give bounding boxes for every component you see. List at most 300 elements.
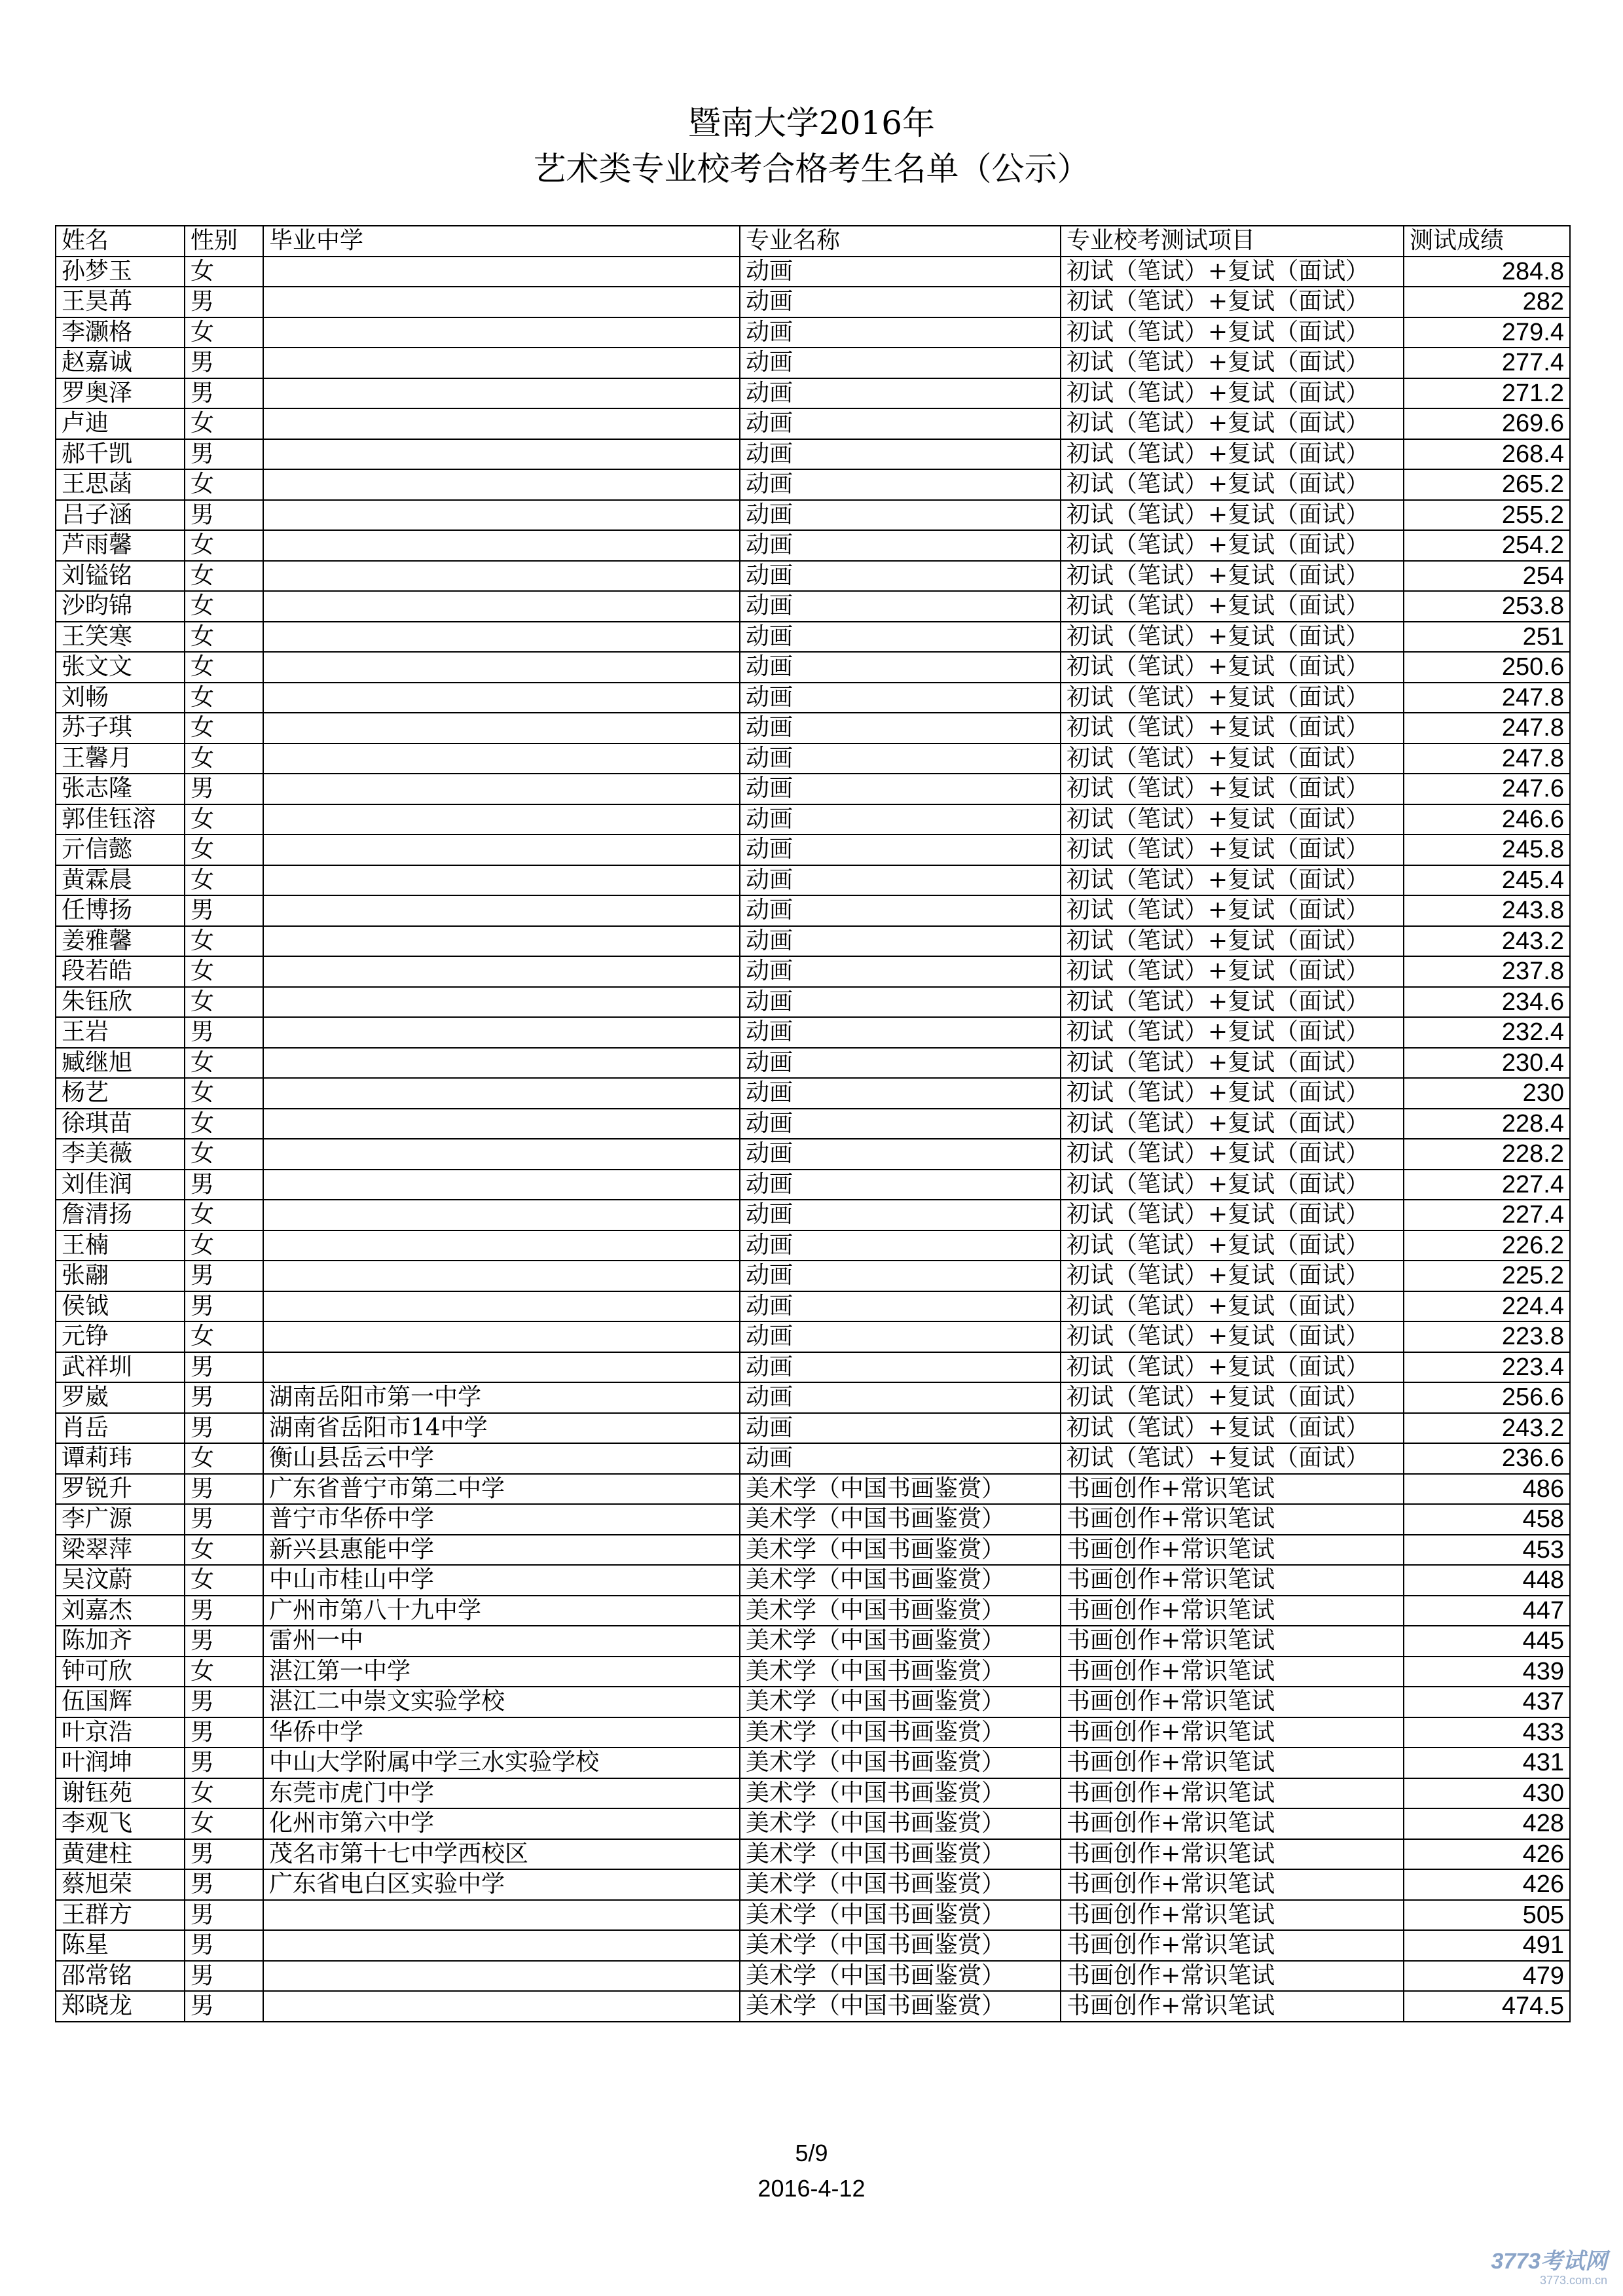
cell-name: 沙昀锦 xyxy=(56,591,185,622)
cell-score: 227.4 xyxy=(1404,1200,1570,1230)
cell-school: 新兴县惠能中学 xyxy=(263,1535,740,1566)
cell-name: 郭佳钰溶 xyxy=(56,804,185,835)
cell-score: 277.4 xyxy=(1404,348,1570,378)
cell-major: 美术学（中国书画鉴赏） xyxy=(740,1778,1061,1809)
cell-score: 279.4 xyxy=(1404,317,1570,348)
cell-test-items: 初试（笔试）+复试（面试） xyxy=(1061,683,1404,713)
header-gender: 性别 xyxy=(185,226,263,257)
table-header-row xyxy=(56,226,1570,257)
cell-gender: 女 xyxy=(185,1565,263,1596)
cell-score: 254.2 xyxy=(1404,530,1570,561)
table-row xyxy=(56,1291,1570,1322)
cell-name: 苏子琪 xyxy=(56,713,185,744)
publish-date: 2016-4-12 xyxy=(757,2175,866,2202)
table-row xyxy=(56,652,1570,683)
header-school: 毕业中学 xyxy=(263,226,740,257)
cell-name: 王群方 xyxy=(56,1900,185,1931)
cell-score: 255.2 xyxy=(1404,500,1570,531)
table-row xyxy=(56,1961,1570,1992)
cell-school xyxy=(263,926,740,957)
cell-score: 245.4 xyxy=(1404,865,1570,896)
cell-gender: 女 xyxy=(185,652,263,683)
cell-score: 431 xyxy=(1404,1748,1570,1778)
cell-test-items: 书画创作+常识笔试 xyxy=(1061,1748,1404,1778)
cell-score: 284.8 xyxy=(1404,257,1570,287)
cell-gender: 女 xyxy=(185,469,263,500)
cell-school xyxy=(263,530,740,561)
cell-name: 朱钰欣 xyxy=(56,987,185,1018)
cell-score: 224.4 xyxy=(1404,1291,1570,1322)
cell-school xyxy=(263,1200,740,1230)
cell-name: 王思菡 xyxy=(56,469,185,500)
cell-school xyxy=(263,774,740,804)
table-row xyxy=(56,987,1570,1018)
cell-score: 428 xyxy=(1404,1808,1570,1839)
cell-score: 453 xyxy=(1404,1535,1570,1566)
table-row xyxy=(56,408,1570,439)
cell-test-items: 初试（笔试）+复试（面试） xyxy=(1061,1139,1404,1170)
cell-major: 动画 xyxy=(740,804,1061,835)
cell-test-items: 初试（笔试）+复试（面试） xyxy=(1061,865,1404,896)
cell-test-items: 初试（笔试）+复试（面试） xyxy=(1061,591,1404,622)
cell-name: 元铮 xyxy=(56,1321,185,1352)
cell-test-items: 初试（笔试）+复试（面试） xyxy=(1061,1230,1404,1261)
cell-test-items: 初试（笔试）+复试（面试） xyxy=(1061,408,1404,439)
cell-gender: 男 xyxy=(185,378,263,409)
cell-test-items: 书画创作+常识笔试 xyxy=(1061,1839,1404,1870)
cell-score: 479 xyxy=(1404,1961,1570,1992)
document-subtitle: 艺术类专业校考合格考生名单（公示） xyxy=(533,150,1090,188)
cell-major: 美术学（中国书画鉴赏） xyxy=(740,1626,1061,1657)
cell-test-items: 初试（笔试）+复试（面试） xyxy=(1061,744,1404,774)
cell-school: 湖南省岳阳市14中学 xyxy=(263,1413,740,1444)
cell-major: 美术学（中国书画鉴赏） xyxy=(740,1657,1061,1687)
cell-school xyxy=(263,683,740,713)
cell-gender: 女 xyxy=(185,530,263,561)
cell-name: 侯钺 xyxy=(56,1291,185,1322)
cell-school xyxy=(263,956,740,987)
header-name: 姓名 xyxy=(56,226,185,257)
cell-score: 247.8 xyxy=(1404,744,1570,774)
cell-name: 谭莉玮 xyxy=(56,1443,185,1474)
cell-test-items: 初试（笔试）+复试（面试） xyxy=(1061,348,1404,378)
cell-name: 钟可欣 xyxy=(56,1657,185,1687)
cell-gender: 男 xyxy=(185,1352,263,1383)
cell-school: 广州市第八十九中学 xyxy=(263,1596,740,1626)
cell-school: 普宁市华侨中学 xyxy=(263,1504,740,1535)
cell-test-items: 初试（笔试）+复试（面试） xyxy=(1061,287,1404,317)
table-row xyxy=(56,683,1570,713)
cell-score: 232.4 xyxy=(1404,1017,1570,1048)
cell-major: 美术学（中国书画鉴赏） xyxy=(740,1474,1061,1505)
cell-major: 动画 xyxy=(740,926,1061,957)
cell-score: 228.4 xyxy=(1404,1109,1570,1139)
cell-gender: 女 xyxy=(185,926,263,957)
table-row xyxy=(56,1109,1570,1139)
watermark-logo xyxy=(1491,2249,1607,2287)
cell-test-items: 初试（笔试）+复试（面试） xyxy=(1061,1443,1404,1474)
cell-score: 230 xyxy=(1404,1078,1570,1109)
cell-name: 姜雅馨 xyxy=(56,926,185,957)
cell-score: 458 xyxy=(1404,1504,1570,1535)
cell-major: 动画 xyxy=(740,469,1061,500)
cell-school: 雷州一中 xyxy=(263,1626,740,1657)
table-row xyxy=(56,1261,1570,1291)
cell-major: 动画 xyxy=(740,865,1061,896)
table-row xyxy=(56,591,1570,622)
cell-test-items: 初试（笔试）+复试（面试） xyxy=(1061,1048,1404,1079)
cell-school xyxy=(263,1017,740,1048)
cell-name: 李美薇 xyxy=(56,1139,185,1170)
cell-score: 271.2 xyxy=(1404,378,1570,409)
cell-major: 美术学（中国书画鉴赏） xyxy=(740,1596,1061,1626)
cell-name: 卢迪 xyxy=(56,408,185,439)
cell-major: 动画 xyxy=(740,500,1061,531)
cell-test-items: 初试（笔试）+复试（面试） xyxy=(1061,1109,1404,1139)
cell-score: 282 xyxy=(1404,287,1570,317)
cell-score: 246.6 xyxy=(1404,804,1570,835)
cell-school xyxy=(263,1170,740,1200)
cell-gender: 女 xyxy=(185,1808,263,1839)
cell-test-items: 书画创作+常识笔试 xyxy=(1061,1930,1404,1961)
cell-test-items: 初试（笔试）+复试（面试） xyxy=(1061,834,1404,865)
cell-test-items: 书画创作+常识笔试 xyxy=(1061,1626,1404,1657)
cell-score: 223.8 xyxy=(1404,1321,1570,1352)
header-major: 专业名称 xyxy=(740,226,1061,257)
table-row xyxy=(56,378,1570,409)
cell-major: 美术学（中国书画鉴赏） xyxy=(740,1961,1061,1992)
cell-gender: 男 xyxy=(185,348,263,378)
cell-score: 269.6 xyxy=(1404,408,1570,439)
cell-test-items: 书画创作+常识笔试 xyxy=(1061,1900,1404,1931)
table-row xyxy=(56,744,1570,774)
cell-score: 426 xyxy=(1404,1869,1570,1900)
cell-test-items: 初试（笔试）+复试（面试） xyxy=(1061,804,1404,835)
cell-gender: 男 xyxy=(185,1961,263,1992)
cell-score: 226.2 xyxy=(1404,1230,1570,1261)
cell-score: 445 xyxy=(1404,1626,1570,1657)
cell-school xyxy=(263,1991,740,2022)
cell-major: 动画 xyxy=(740,1109,1061,1139)
cell-major: 美术学（中国书画鉴赏） xyxy=(740,1808,1061,1839)
cell-gender: 女 xyxy=(185,1657,263,1687)
cell-major: 动画 xyxy=(740,1291,1061,1322)
cell-school: 化州市第六中学 xyxy=(263,1808,740,1839)
cell-major: 动画 xyxy=(740,895,1061,926)
cell-score: 447 xyxy=(1404,1596,1570,1626)
cell-test-items: 初试（笔试）+复试（面试） xyxy=(1061,530,1404,561)
cell-school xyxy=(263,804,740,835)
cell-name: 王馨月 xyxy=(56,744,185,774)
cell-gender: 男 xyxy=(185,1382,263,1413)
cell-score: 256.6 xyxy=(1404,1382,1570,1413)
table-row xyxy=(56,774,1570,804)
cell-test-items: 初试（笔试）+复试（面试） xyxy=(1061,1321,1404,1352)
cell-gender: 男 xyxy=(185,1291,263,1322)
table-row xyxy=(56,287,1570,317)
cell-school xyxy=(263,987,740,1018)
table-row xyxy=(56,1139,1570,1170)
cell-name: 邵常铭 xyxy=(56,1961,185,1992)
table-row xyxy=(56,1017,1570,1048)
table-row xyxy=(56,622,1570,653)
cell-major: 动画 xyxy=(740,652,1061,683)
cell-score: 505 xyxy=(1404,1900,1570,1931)
cell-name: 罗奥泽 xyxy=(56,378,185,409)
cell-major: 动画 xyxy=(740,348,1061,378)
cell-test-items: 初试（笔试）+复试（面试） xyxy=(1061,774,1404,804)
cell-score: 474.5 xyxy=(1404,1991,1570,2022)
cell-school: 湖南岳阳市第一中学 xyxy=(263,1382,740,1413)
table-row xyxy=(56,1687,1570,1717)
table-row xyxy=(56,1869,1570,1900)
cell-school xyxy=(263,317,740,348)
cell-gender: 女 xyxy=(185,1109,263,1139)
cell-name: 段若皓 xyxy=(56,956,185,987)
cell-name: 郑晓龙 xyxy=(56,1991,185,2022)
cell-school xyxy=(263,257,740,287)
cell-gender: 男 xyxy=(185,774,263,804)
cell-gender: 女 xyxy=(185,1778,263,1809)
cell-name: 王笑寒 xyxy=(56,622,185,653)
cell-major: 动画 xyxy=(740,956,1061,987)
table-row xyxy=(56,317,1570,348)
cell-score: 430 xyxy=(1404,1778,1570,1809)
cell-name: 蔡旭荣 xyxy=(56,1869,185,1900)
table-row xyxy=(56,865,1570,896)
cell-major: 动画 xyxy=(740,1382,1061,1413)
table-row xyxy=(56,1230,1570,1261)
cell-name: 叶京浩 xyxy=(56,1717,185,1748)
cell-test-items: 初试（笔试）+复试（面试） xyxy=(1061,1200,1404,1230)
cell-gender: 女 xyxy=(185,622,263,653)
table-row xyxy=(56,1535,1570,1566)
table-row xyxy=(56,1808,1570,1839)
cell-major: 动画 xyxy=(740,713,1061,744)
cell-test-items: 初试（笔试）+复试（面试） xyxy=(1061,561,1404,592)
cell-major: 动画 xyxy=(740,1139,1061,1170)
cell-gender: 男 xyxy=(185,1626,263,1657)
table-row xyxy=(56,1596,1570,1626)
cell-major: 动画 xyxy=(740,1170,1061,1200)
cell-major: 美术学（中国书画鉴赏） xyxy=(740,1535,1061,1566)
cell-major: 动画 xyxy=(740,774,1061,804)
cell-name: 孙梦玉 xyxy=(56,257,185,287)
cell-gender: 男 xyxy=(185,1687,263,1717)
cell-score: 486 xyxy=(1404,1474,1570,1505)
cell-score: 230.4 xyxy=(1404,1048,1570,1079)
cell-name: 王岩 xyxy=(56,1017,185,1048)
cell-gender: 女 xyxy=(185,1200,263,1230)
cell-score: 227.4 xyxy=(1404,1170,1570,1200)
cell-school xyxy=(263,439,740,470)
cell-major: 动画 xyxy=(740,1200,1061,1230)
cell-test-items: 书画创作+常识笔试 xyxy=(1061,1535,1404,1566)
cell-major: 动画 xyxy=(740,1048,1061,1079)
cell-name: 张志隆 xyxy=(56,774,185,804)
cell-school xyxy=(263,744,740,774)
cell-test-items: 初试（笔试）+复试（面试） xyxy=(1061,926,1404,957)
cell-gender: 女 xyxy=(185,683,263,713)
cell-gender: 男 xyxy=(185,1170,263,1200)
cell-major: 动画 xyxy=(740,1443,1061,1474)
table-row xyxy=(56,1991,1570,2022)
table-row xyxy=(56,1778,1570,1809)
cell-school: 中山市桂山中学 xyxy=(263,1565,740,1596)
cell-school xyxy=(263,1930,740,1961)
cell-school xyxy=(263,1048,740,1079)
cell-major: 美术学（中国书画鉴赏） xyxy=(740,1930,1061,1961)
cell-school xyxy=(263,561,740,592)
cell-major: 动画 xyxy=(740,287,1061,317)
cell-score: 237.8 xyxy=(1404,956,1570,987)
cell-name: 杨艺 xyxy=(56,1078,185,1109)
table-row xyxy=(56,1504,1570,1535)
cell-school: 湛江第一中学 xyxy=(263,1657,740,1687)
cell-gender: 男 xyxy=(185,1017,263,1048)
table-row xyxy=(56,1048,1570,1079)
cell-school: 华侨中学 xyxy=(263,1717,740,1748)
cell-name: 詹清扬 xyxy=(56,1200,185,1230)
cell-score: 265.2 xyxy=(1404,469,1570,500)
cell-gender: 男 xyxy=(185,1504,263,1535)
cell-score: 250.6 xyxy=(1404,652,1570,683)
cell-name: 徐琪苗 xyxy=(56,1109,185,1139)
cell-test-items: 初试（笔试）+复试（面试） xyxy=(1061,317,1404,348)
cell-gender: 男 xyxy=(185,1869,263,1900)
cell-test-items: 书画创作+常识笔试 xyxy=(1061,1504,1404,1535)
cell-score: 245.8 xyxy=(1404,834,1570,865)
table-row xyxy=(56,439,1570,470)
watermark-main: 3773考试网 xyxy=(1491,2249,1607,2274)
cell-school: 茂名市第十七中学西校区 xyxy=(263,1839,740,1870)
cell-test-items: 初试（笔试）+复试（面试） xyxy=(1061,469,1404,500)
table-row xyxy=(56,257,1570,287)
cell-gender: 男 xyxy=(185,439,263,470)
cell-name: 赵嘉诚 xyxy=(56,348,185,378)
cell-major: 动画 xyxy=(740,1230,1061,1261)
cell-test-items: 初试（笔试）+复试（面试） xyxy=(1061,1170,1404,1200)
cell-major: 动画 xyxy=(740,987,1061,1018)
cell-score: 491 xyxy=(1404,1930,1570,1961)
cell-major: 美术学（中国书画鉴赏） xyxy=(740,1900,1061,1931)
cell-major: 动画 xyxy=(740,1261,1061,1291)
cell-gender: 女 xyxy=(185,1139,263,1170)
table-row xyxy=(56,561,1570,592)
cell-gender: 女 xyxy=(185,1048,263,1079)
cell-major: 动画 xyxy=(740,1352,1061,1383)
cell-name: 吴汶蔚 xyxy=(56,1565,185,1596)
cell-major: 动画 xyxy=(740,834,1061,865)
cell-test-items: 初试（笔试）+复试（面试） xyxy=(1061,439,1404,470)
cell-gender: 女 xyxy=(185,956,263,987)
cell-test-items: 书画创作+常识笔试 xyxy=(1061,1808,1404,1839)
cell-score: 223.4 xyxy=(1404,1352,1570,1383)
cell-name: 李灏格 xyxy=(56,317,185,348)
cell-school xyxy=(263,865,740,896)
cell-gender: 男 xyxy=(185,1839,263,1870)
cell-major: 美术学（中国书画鉴赏） xyxy=(740,1504,1061,1535)
cell-name: 亓信懿 xyxy=(56,834,185,865)
table-row xyxy=(56,469,1570,500)
watermark-sub: 3773.com.cn xyxy=(1539,2274,1607,2287)
cell-score: 225.2 xyxy=(1404,1261,1570,1291)
cell-score: 268.4 xyxy=(1404,439,1570,470)
cell-major: 美术学（中国书画鉴赏） xyxy=(740,1869,1061,1900)
cell-score: 433 xyxy=(1404,1717,1570,1748)
header-score: 测试成绩 xyxy=(1404,226,1570,257)
table-row xyxy=(56,1443,1570,1474)
cell-test-items: 初试（笔试）+复试（面试） xyxy=(1061,987,1404,1018)
cell-gender: 女 xyxy=(185,804,263,835)
cell-gender: 女 xyxy=(185,1078,263,1109)
cell-gender: 女 xyxy=(185,317,263,348)
table-row xyxy=(56,713,1570,744)
cell-score: 247.8 xyxy=(1404,713,1570,744)
cell-school xyxy=(263,834,740,865)
cell-name: 芦雨馨 xyxy=(56,530,185,561)
cell-score: 243.2 xyxy=(1404,1413,1570,1444)
cell-gender: 男 xyxy=(185,287,263,317)
cell-test-items: 书画创作+常识笔试 xyxy=(1061,1778,1404,1809)
cell-test-items: 初试（笔试）+复试（面试） xyxy=(1061,1413,1404,1444)
cell-name: 肖岳 xyxy=(56,1413,185,1444)
cell-name: 臧继旭 xyxy=(56,1048,185,1079)
table-row xyxy=(56,1474,1570,1505)
cell-test-items: 初试（笔试）+复试（面试） xyxy=(1061,956,1404,987)
table-row xyxy=(56,1626,1570,1657)
document-title: 暨南大学2016年 xyxy=(687,104,936,142)
table-row xyxy=(56,1382,1570,1413)
cell-test-items: 书画创作+常识笔试 xyxy=(1061,1474,1404,1505)
cell-gender: 男 xyxy=(185,1474,263,1505)
cell-test-items: 书画创作+常识笔试 xyxy=(1061,1991,1404,2022)
cell-test-items: 初试（笔试）+复试（面试） xyxy=(1061,1382,1404,1413)
cell-school xyxy=(263,469,740,500)
cell-name: 梁翠萍 xyxy=(56,1535,185,1566)
table-row xyxy=(56,956,1570,987)
cell-major: 动画 xyxy=(740,683,1061,713)
cell-major: 动画 xyxy=(740,1017,1061,1048)
cell-school xyxy=(263,348,740,378)
cell-school xyxy=(263,1139,740,1170)
cell-school xyxy=(263,1230,740,1261)
table-row xyxy=(56,926,1570,957)
cell-test-items: 书画创作+常识笔试 xyxy=(1061,1565,1404,1596)
table-row xyxy=(56,1200,1570,1230)
cell-school xyxy=(263,287,740,317)
cell-school: 广东省普宁市第二中学 xyxy=(263,1474,740,1505)
cell-gender: 男 xyxy=(185,1748,263,1778)
cell-score: 439 xyxy=(1404,1657,1570,1687)
cell-test-items: 初试（笔试）+复试（面试） xyxy=(1061,1078,1404,1109)
cell-school xyxy=(263,1078,740,1109)
cell-score: 437 xyxy=(1404,1687,1570,1717)
cell-name: 黄霖晨 xyxy=(56,865,185,896)
cell-score: 234.6 xyxy=(1404,987,1570,1018)
table-row xyxy=(56,1321,1570,1352)
table-row xyxy=(56,1413,1570,1444)
cell-major: 动画 xyxy=(740,317,1061,348)
cell-name: 叶润坤 xyxy=(56,1748,185,1778)
cell-major: 动画 xyxy=(740,530,1061,561)
cell-school xyxy=(263,1321,740,1352)
cell-school xyxy=(263,408,740,439)
table-row xyxy=(56,348,1570,378)
cell-name: 罗崴 xyxy=(56,1382,185,1413)
cell-major: 美术学（中国书画鉴赏） xyxy=(740,1687,1061,1717)
table-row xyxy=(56,1748,1570,1778)
